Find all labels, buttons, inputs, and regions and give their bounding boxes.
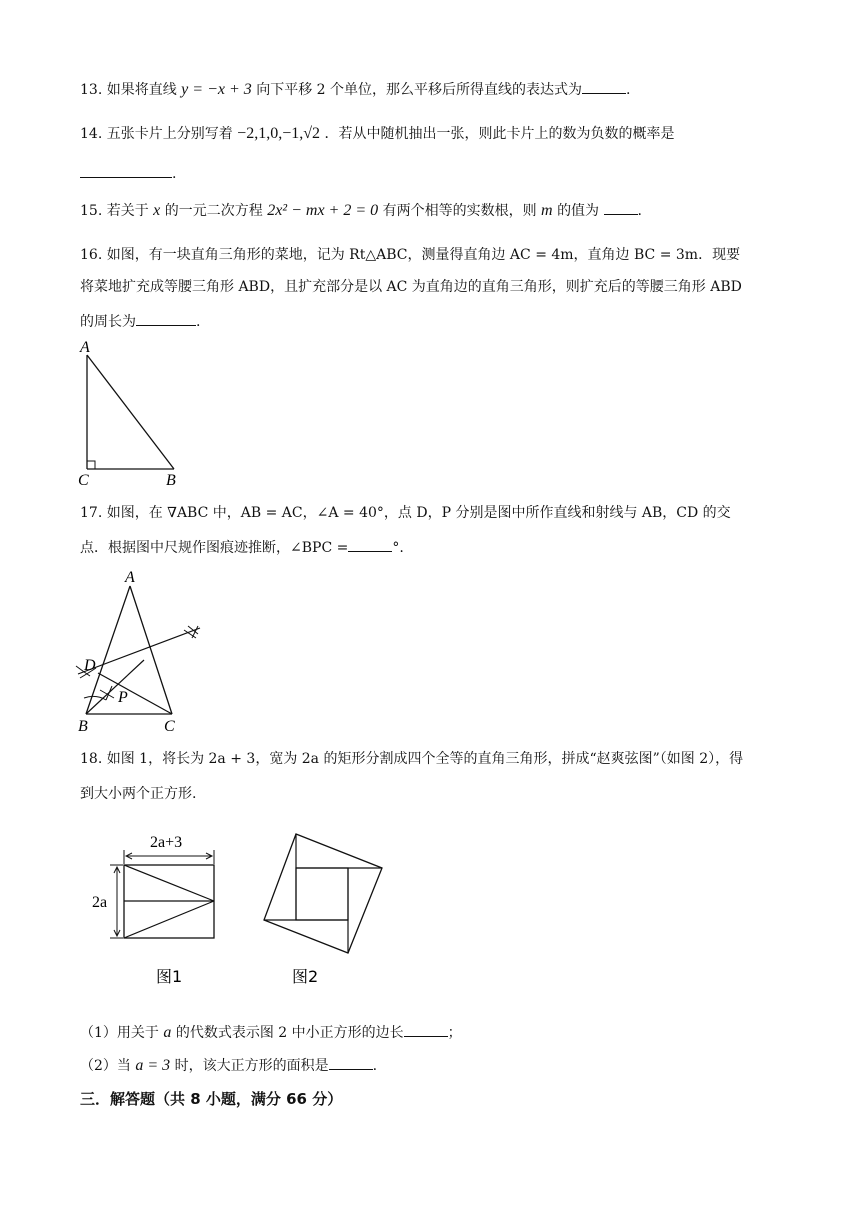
question-16-line-3 (80, 311, 200, 332)
q13-end: . (626, 82, 631, 98)
figure-1-rectangle (88, 828, 228, 993)
q17-end: °. (392, 540, 404, 556)
label-c: C (78, 472, 89, 489)
q16-text-1: 如图，有一块直角三角形的菜地，记为 Rt△ABC，测量得直角边 AC = 4m，直角边 BC = 3m．现要 (106, 247, 741, 263)
q15-text-2: 的一元二次方程 (164, 203, 263, 219)
q15-equation: 2x² − mx + 2 = 0 (267, 202, 379, 219)
q18-p1-text-a: （1）用关于 (80, 1025, 159, 1041)
q14-text-2: ．若从中随机抽出一张，则此卡片上的数为负数的概率是 (324, 126, 675, 142)
label-a: A (125, 569, 135, 586)
q15-text-3: 有两个相等的实数根，则 (382, 203, 537, 219)
question-18-line-2 (80, 784, 196, 804)
q18-text-2: 到大小两个正方形. (80, 786, 197, 802)
q13-equation: y = −x + 3 (181, 81, 252, 98)
answer-blank[interactable] (404, 1022, 448, 1037)
q15-text-4: 的值为 (557, 203, 600, 219)
label-b: B (166, 472, 176, 489)
answer-blank[interactable] (136, 311, 196, 326)
q17-text-2: 点．根据图中尺规作图痕迹推断，∠BPC = (80, 540, 349, 556)
side-ab (87, 355, 174, 469)
perpendicular-bisector-line (78, 628, 200, 674)
q17-number: 17. (80, 505, 103, 521)
answer-blank[interactable] (582, 79, 626, 94)
answer-blank[interactable] (329, 1055, 373, 1070)
q16-end: . (196, 314, 201, 330)
q14-number: 14. (80, 126, 103, 142)
diagonal-top (124, 865, 214, 901)
label-a: A (80, 339, 90, 356)
q18-p2-eq: a = 3 (135, 1057, 171, 1074)
q18-p1-text-b: 的代数式表示图 2 中小正方形的边长 (175, 1025, 404, 1041)
label-height: 2a (92, 894, 108, 911)
q14-text-1: 五张卡片上分别写着 (106, 126, 233, 142)
q16-number: 16. (80, 247, 103, 263)
q15-var-x: x (153, 202, 161, 219)
question-17-line-2 (80, 537, 404, 558)
q16-text-3: 的周长为 (80, 314, 136, 330)
q17-text-1: 如图，在 ∇ABC 中，AB = AC，∠A = 40°，点 D，P 分别是图中所作直线和射线与 AB，CD 的交 (106, 505, 731, 521)
label-b: B (78, 718, 88, 735)
question-17-line-1 (80, 503, 731, 523)
arc-near-b (84, 696, 106, 700)
question-16-line-1 (80, 245, 740, 265)
right-triangle-figure (70, 335, 200, 490)
answer-blank[interactable] (348, 537, 392, 552)
section-3-heading: 三．解答题（共 8 小题，满分 66 分） (80, 1090, 343, 1108)
q15-end: . (637, 203, 642, 219)
q15-text-1: 若关于 (106, 203, 149, 219)
q15-number: 15. (80, 203, 103, 219)
question-15 (80, 200, 642, 221)
q18-p1-var: a (163, 1024, 172, 1041)
q14-end: . (172, 166, 177, 182)
label-p: P (118, 689, 128, 706)
figure-2-caption: 图2 (292, 967, 319, 986)
outer-square (264, 834, 382, 953)
question-18-part-1 (80, 1022, 462, 1043)
right-angle-mark (87, 461, 95, 469)
q13-text-1: 如果将直线 (106, 82, 177, 98)
q18-number: 18. (80, 751, 103, 767)
question-16-line-2 (80, 277, 742, 297)
q18-p2-end: . (372, 1058, 378, 1074)
label-c: C (164, 718, 175, 735)
answer-blank[interactable] (604, 200, 638, 215)
answer-blank[interactable] (80, 163, 172, 178)
q18-text-1: 如图 1，将长为 2a + 3，宽为 2a 的矩形分割成四个全等的直角三角形，拼成“赵爽弦图”（如图 2），得 (106, 751, 744, 767)
figure-2-zhao-shuang-diagram (258, 828, 393, 993)
label-d: D (84, 657, 96, 674)
question-14-answer-line (80, 163, 176, 184)
q18-p2-text-b: 时，该大正方形的面积是 (174, 1058, 329, 1074)
q14-values: −2,1,0,−1,√2 (237, 125, 320, 142)
question-18-part-2 (80, 1055, 377, 1076)
q18-p2-text-a: （2）当 (80, 1058, 131, 1074)
q18-p1-end: ； (447, 1025, 462, 1041)
label-width: 2a+3 (150, 834, 183, 851)
question-18-line-1 (80, 749, 743, 769)
question-13 (80, 79, 630, 100)
diagonal-bottom (124, 901, 214, 938)
figure-1-caption: 图1 (156, 967, 183, 986)
question-14 (80, 124, 674, 144)
q13-number: 13. (80, 82, 103, 98)
inner-square (296, 868, 348, 920)
q15-var-m: m (541, 202, 553, 219)
q16-text-2: 将菜地扩充成等腰三角形 ABD，且扩充部分是以 AC 为直角边的直角三角形，则扩充后的等腰三角形 ABD (80, 279, 742, 295)
q13-text-2: 向下平移 2 个单位，那么平移后所得直线的表达式为 (256, 82, 583, 98)
isosceles-triangle-construction-figure (72, 566, 222, 738)
